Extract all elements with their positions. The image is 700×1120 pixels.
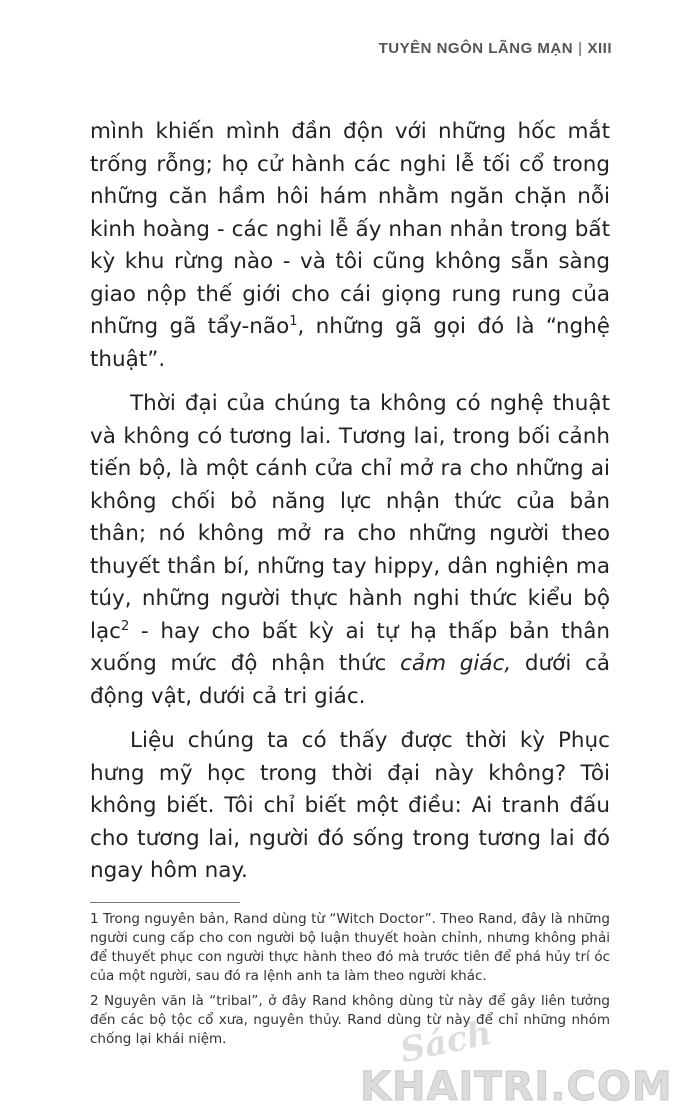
footnote-ref-1[interactable]: 1 — [289, 314, 298, 329]
footnote-1-text: Trong nguyên bản, Rand dùng từ “Witch Doctor”. Theo Rand, đây là những người cung cấp cho con người bộ luận thuyết hoàn chỉnh, nhưng không phải để thuyết phục con người thực hành theo đó mà trước tiên để phá hủy trí óc của một người, sau đó ra lệnh anh ta làm theo người khác. — [90, 911, 610, 984]
footnote-1-marker: 1 — [90, 911, 99, 927]
footnote-2-text: Nguyên văn là “tribal”, ở đây Rand không dùng từ này để gây liên tưởng đến các bộ tộc cổ xưa, nguyên thủy. Rand dùng từ này để chỉ những nhóm chống lại khái niệm. — [90, 993, 610, 1047]
body-text — [90, 116, 610, 888]
footnote-ref-2[interactable]: 2 — [120, 618, 130, 634]
paragraph-1-text-a: mình khiến mình đần độn với những hốc mắt trống rỗng; họ cử hành các nghi lễ tối cổ trong những căn hầm hôi hám nhằm ngăn chặn nỗi kinh hoàng - các nghi lễ ấy nhan nhản trong bất kỳ khu rừng nào - và tôi cũng không sẵn sàng giao nộp thế giới cho cái giọng rung rung của những gã tẩy-não — [90, 119, 610, 339]
paragraph-1-text-b: , những gã gọi đó là “nghệ thuật”. — [90, 314, 610, 372]
page-number: XIII — [587, 40, 612, 57]
paragraph-2 — [90, 388, 610, 713]
watermark-logo — [360, 1012, 690, 1120]
footnote-2-marker: 2 — [90, 993, 99, 1009]
footnote-1 — [90, 910, 610, 986]
running-header — [379, 40, 612, 57]
watermark-main: KHAITRI.COM — [360, 1064, 673, 1110]
watermark-script: Sách — [396, 1012, 496, 1072]
footnote-divider — [90, 902, 240, 903]
paragraph-1 — [90, 116, 610, 376]
running-title: TUYÊN NGÔN LÃNG MẠN — [378, 40, 574, 57]
header-separator: | — [578, 40, 583, 57]
paragraph-3: Liệu chúng ta có thấy được thời kỳ Phục hưng mỹ học trong thời đại này không? Tôi không biết. Tôi chỉ biết một điều: Ai tranh đấu cho tương lai, người đó sống trong tương lai đó ngay hôm nay. — [90, 728, 610, 883]
paragraph-2-text-a: Thời đại của chúng ta không có nghệ thuật và không có tương lai. Tương lai, trong bối cảnh tiến bộ, là một cánh cửa chỉ mở ra cho những ai không chối bỏ năng lực nhận thức của bản thân; nó không mở ra cho những người theo thuyết thần bí, những tay hippy, dân nghiện ma túy, những người thực hành nghi thức kiểu bộ lạc — [90, 391, 610, 644]
paragraph-2-text-b: - hay cho bất kỳ ai tự hạ thấp bản thân xuống mức độ nhận thức — [90, 618, 610, 676]
paragraph-2-italic: cảm giác, — [400, 651, 512, 676]
paragraph-2-text-c: dưới cả động vật, dưới cả tri giác. — [90, 651, 610, 709]
